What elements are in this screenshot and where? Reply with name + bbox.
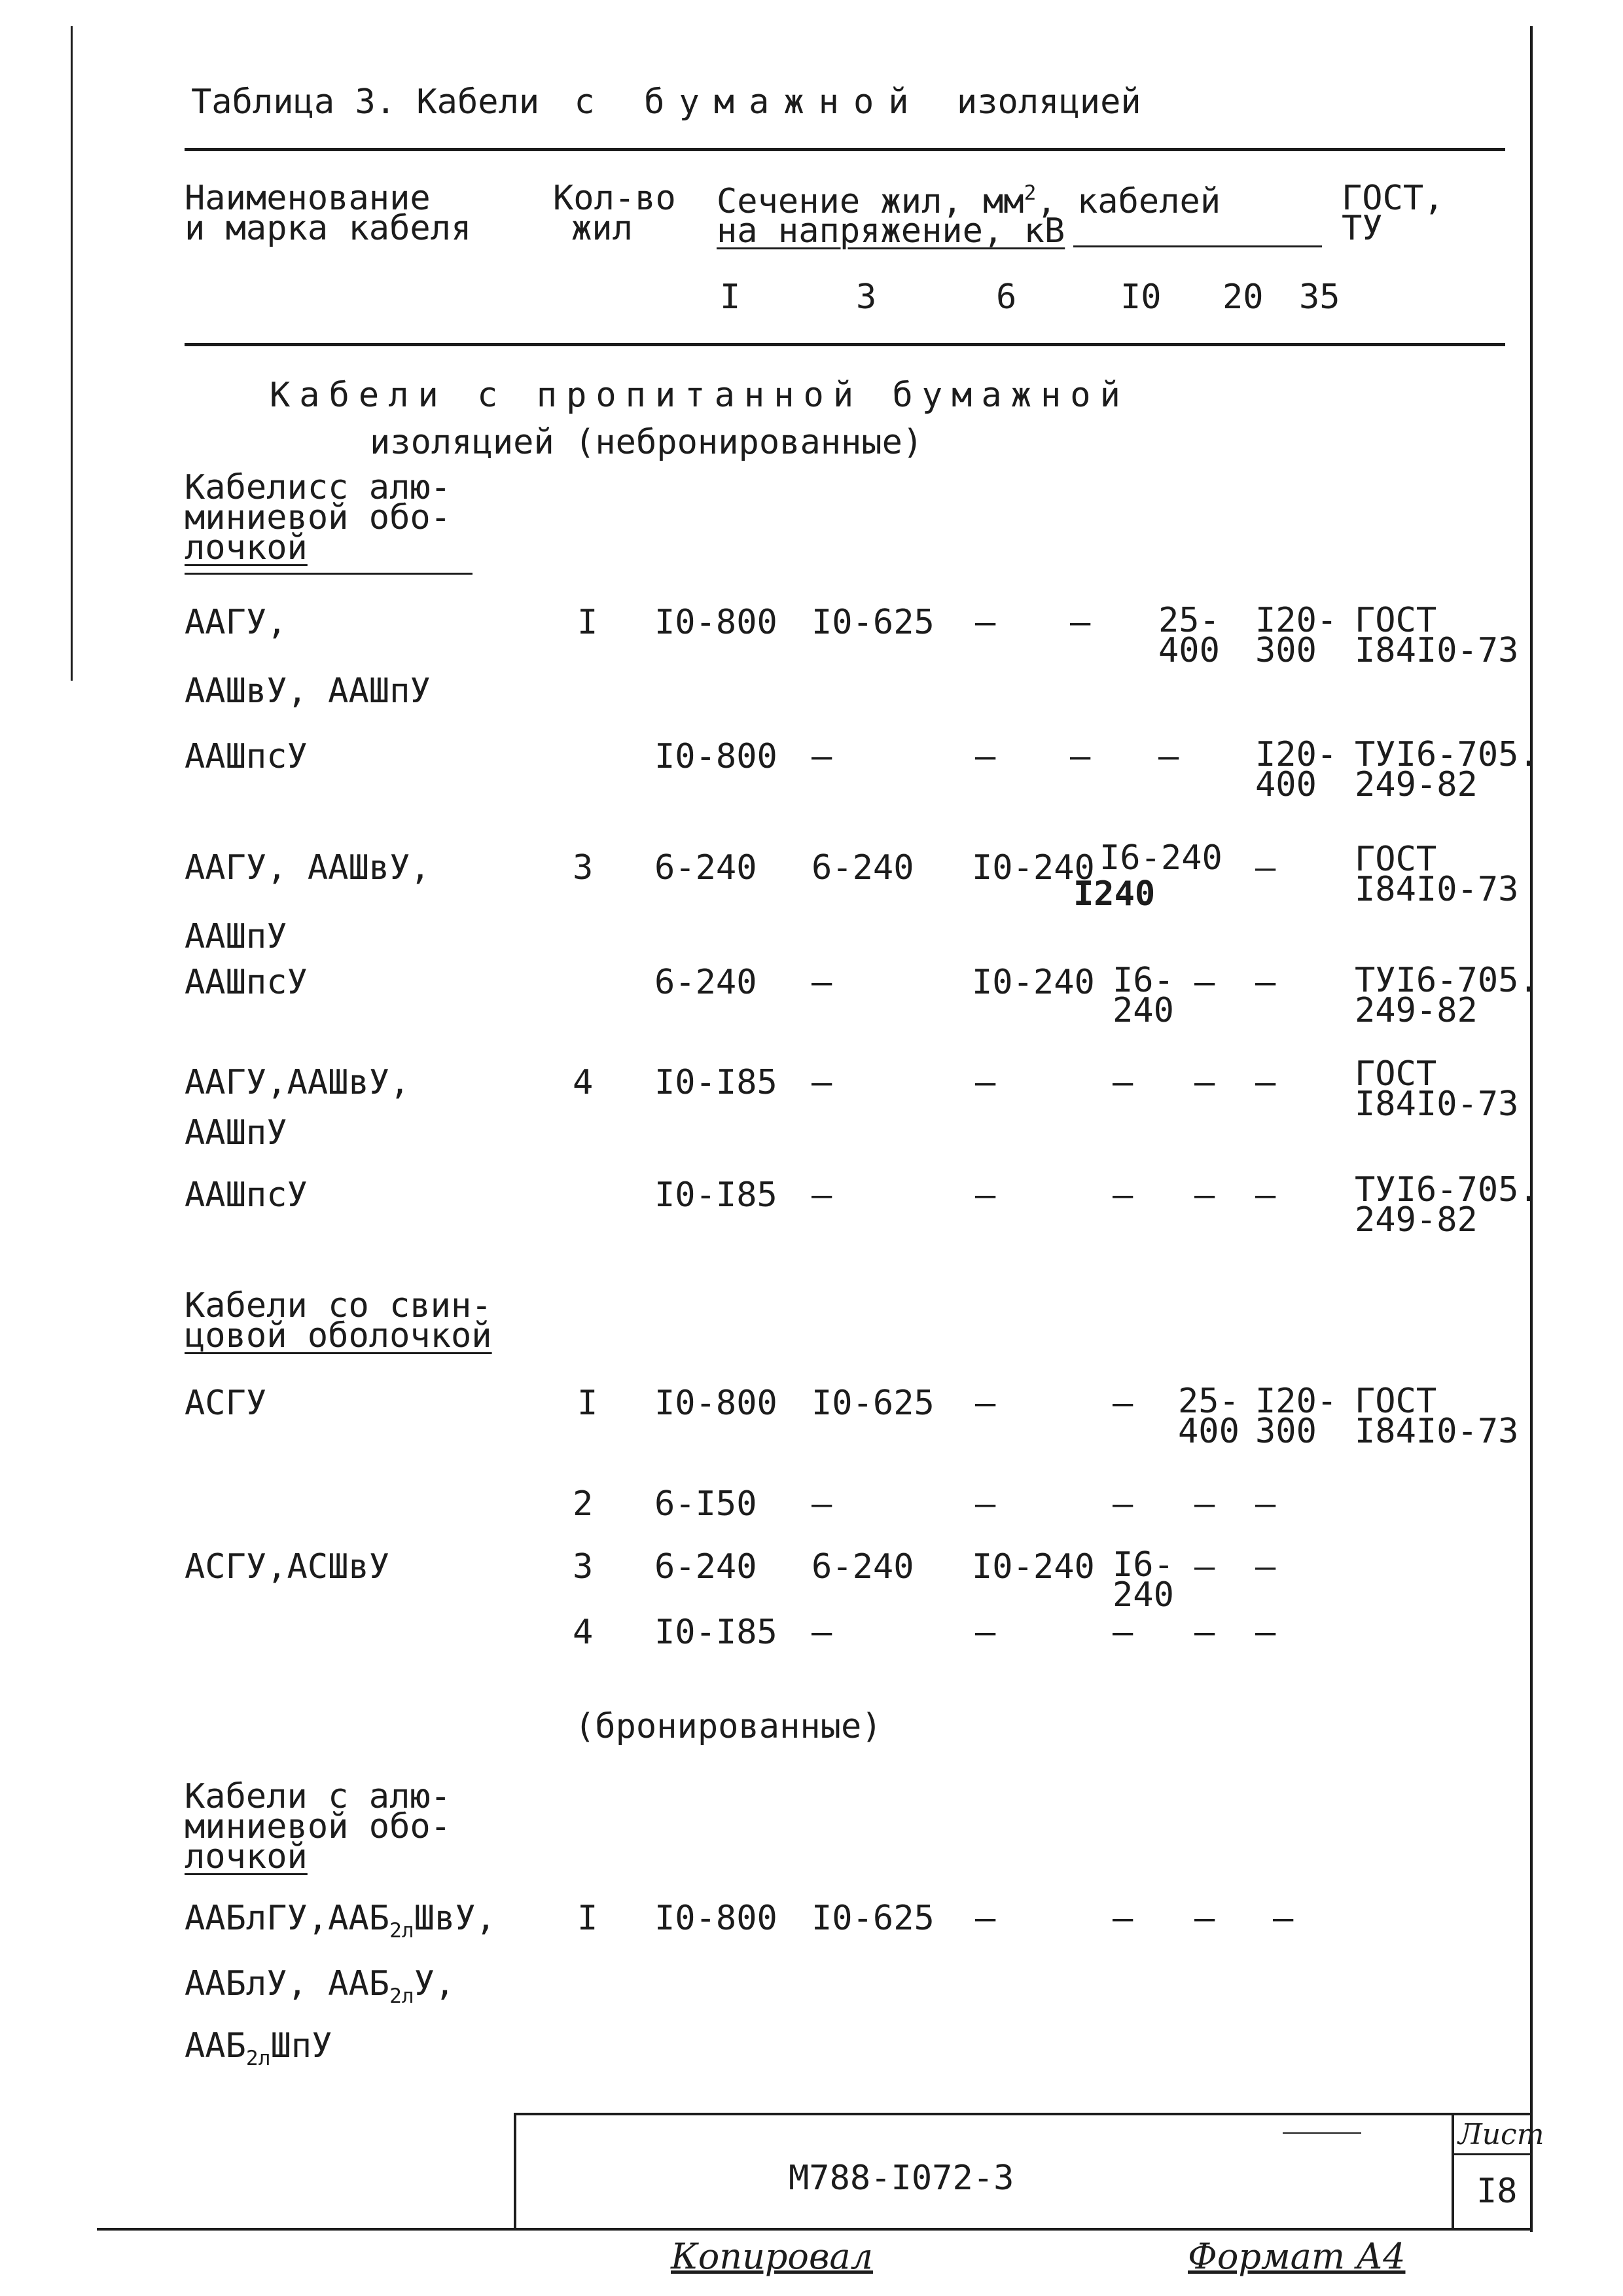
row-aagu4-v10: – [1113, 1063, 1133, 1102]
row-asgu-v35-b: 300 [1255, 1412, 1317, 1451]
title-block [514, 2113, 1530, 2229]
row-aagu3-v6: I0-240 [972, 848, 1095, 888]
row-aagu-v35 [1255, 601, 1338, 670]
row-aashpsu-1-v20: – [1158, 737, 1179, 776]
row-armored-v3: I0-625 [812, 1899, 935, 1938]
row-aashpsu-2-v3: – [812, 963, 832, 1002]
header-cores-line1: Кол-во [553, 179, 676, 218]
row-asgu-v20-b: 400 [1178, 1412, 1240, 1451]
header-name [185, 179, 472, 248]
row-aagu3-cores: 3 [573, 848, 594, 888]
row-asgu3-v20: – [1194, 1547, 1215, 1587]
row-aashpsu-2-gost-1: ТУI6-705. [1355, 961, 1539, 1000]
row-aagu4-gost [1355, 1054, 1519, 1124]
row-aashpsu-2-gost-2: 249-82 [1355, 991, 1478, 1030]
row-aagu-v20-b: 400 [1158, 631, 1220, 670]
group-aluminum-heading [185, 468, 451, 567]
left-margin-line [71, 26, 73, 681]
row-lead4-v35: – [1255, 1613, 1276, 1652]
row-aagu3-v10-a: I6-240 [1099, 838, 1222, 878]
section-impregnated-subtitle: изоляцией (небронированные) [370, 423, 923, 462]
row-aashpsu-2-v10-b: 240 [1113, 991, 1174, 1030]
row-aagu-name-2: ААШвУ, ААШпУ [185, 672, 431, 711]
row-aashpsu-3-v35: – [1255, 1175, 1276, 1215]
row-aagu4-gost-1: ГОСТ [1355, 1054, 1437, 1094]
footer-format: Формат А4 [1188, 2236, 1406, 2277]
row-armored-name-3-b: ШпУ [270, 2026, 332, 2066]
row-aashpsu-3-gost [1355, 1170, 1539, 1240]
title-block-sheet-rule [1452, 2153, 1530, 2155]
group-aluminum-armored-line3: лочкой [185, 1837, 308, 1876]
row-asgu-gost-1: ГОСТ [1355, 1382, 1437, 1421]
row-aagu3-v1: 6-240 [654, 848, 757, 888]
header-cores [553, 179, 676, 248]
group-lead-line1: Кабели со свин- [185, 1286, 492, 1325]
row-aashpsu-2-v10 [1113, 961, 1174, 1030]
row-asgu3-v10 [1113, 1545, 1174, 1615]
row-aagu3-v35: – [1255, 848, 1276, 888]
row-asgu-v20-a: 25- [1178, 1382, 1240, 1421]
row-aagu4-name-1: ААГУ,ААШвУ, [185, 1063, 410, 1102]
stamp-short-rule [1283, 2132, 1361, 2134]
row-lead4-v20: – [1194, 1613, 1215, 1652]
row-asgu3-v35: – [1255, 1547, 1276, 1587]
row-aashpsu-3-gost-2: 249-82 [1355, 1200, 1478, 1240]
row-lead2-v1: 6-I50 [654, 1484, 757, 1524]
row-armored-v10: – [1113, 1899, 1133, 1938]
header-top-rule [185, 148, 1505, 151]
row-aagu3-gost-1: ГОСТ [1355, 840, 1437, 879]
row-armored-name-1-sub: 2л [389, 1919, 414, 1943]
header-gost-line1: ГОСТ, [1342, 179, 1444, 218]
sheet-number: I8 [1476, 2172, 1518, 2211]
row-armored-name-1-a: ААБлГУ,ААБ [185, 1899, 390, 1938]
row-asgu-gost-2: I84I0-73 [1355, 1412, 1519, 1451]
row-aashpsu-2-v35: – [1255, 963, 1276, 1002]
row-aashpsu-2-gost [1355, 961, 1539, 1030]
header-section-line2: на напряжение, кВ [717, 211, 1065, 251]
row-lead4-v10: – [1113, 1613, 1133, 1652]
row-aashpsu-1-v1: I0-800 [654, 737, 777, 776]
group-aluminum-armored-line1: Кабели с алю- [185, 1777, 451, 1816]
group-lead-line2: цовой оболочкой [185, 1316, 492, 1355]
row-aagu-gost-1: ГОСТ [1355, 601, 1437, 640]
row-armored-name-2-a: ААБлУ, ААБ [185, 1964, 390, 2003]
group-aluminum-underline [185, 573, 473, 575]
title-spaced: с бумажной [574, 82, 923, 122]
row-asgu-v6: – [975, 1384, 996, 1423]
header-voltage-35: 35 [1299, 278, 1340, 317]
row-lead4-v3: – [812, 1613, 832, 1652]
page-bottom-rule [97, 2228, 1530, 2231]
row-aagu-name-1: ААГУ, [185, 603, 287, 642]
row-aashpsu-1-v35-b: 400 [1255, 765, 1317, 804]
row-aashpsu-1-v35 [1255, 735, 1338, 804]
row-asgu-v35 [1255, 1382, 1338, 1451]
row-asgu3-v10-b: 240 [1113, 1575, 1174, 1615]
row-armored-v35: – [1273, 1899, 1294, 1938]
section-impregnated-title: Кабели с пропитанной бумажной [270, 376, 1130, 415]
row-asgu3-cores: 3 [573, 1547, 594, 1587]
row-asgu-v10: – [1113, 1384, 1133, 1423]
table-title [191, 82, 1141, 122]
row-aashpsu-3-v6: – [975, 1175, 996, 1215]
row-aashpsu-2-v20: – [1194, 963, 1215, 1002]
row-aagu-v6: – [975, 603, 996, 642]
right-border-line [1530, 26, 1533, 2232]
row-aashpsu-3-v3: – [812, 1175, 832, 1215]
row-asgu3-name: АСГУ,АСШвУ [185, 1547, 390, 1587]
header-voltage-10: I0 [1120, 278, 1162, 317]
row-aashpsu-3-gost-1: ТУI6-705. [1355, 1170, 1539, 1210]
row-asgu-v1: I0-800 [654, 1384, 777, 1423]
title-suffix: изоляцией [956, 82, 1141, 122]
row-aagu3-gost [1355, 840, 1519, 909]
row-asgu3-v1: 6-240 [654, 1547, 757, 1587]
row-lead4-v1: I0-I85 [654, 1613, 777, 1652]
group-aluminum-line3: лочкой [185, 528, 308, 567]
group-aluminum-line1: Кабелисс алю- [185, 468, 451, 507]
row-aagu-v20 [1158, 601, 1220, 670]
row-aashpsu-1-name: ААШпсУ [185, 737, 308, 776]
header-voltage-6: 6 [996, 278, 1017, 317]
header-bottom-rule [185, 343, 1505, 346]
row-aagu-v35-a: I20- [1255, 601, 1338, 640]
row-aashpsu-1-v3: – [812, 737, 832, 776]
row-aagu4-name-2: ААШпУ [185, 1113, 287, 1153]
row-aashpsu-1-gost [1355, 735, 1539, 804]
row-aagu4-v6: – [975, 1063, 996, 1102]
row-asgu-cores: I [577, 1384, 598, 1423]
row-aashpsu-2-v6: I0-240 [972, 963, 1095, 1002]
row-asgu3-v10-a: I6- [1113, 1545, 1174, 1585]
row-aagu-v10: – [1070, 603, 1091, 642]
row-armored-name-2 [185, 1964, 455, 2008]
row-aashpsu-1-gost-1: ТУI6-705. [1355, 735, 1539, 774]
section-armored-title: (бронированные) [575, 1707, 882, 1746]
row-aagu3-name-1: ААГУ, ААШвУ, [185, 848, 431, 888]
row-asgu3-v6: I0-240 [972, 1547, 1095, 1587]
header-voltage-rule [1073, 245, 1322, 247]
group-aluminum-line2: миниевой обо- [185, 498, 451, 537]
row-aashpsu-1-v6: – [975, 737, 996, 776]
header-voltage-3: 3 [856, 278, 877, 317]
row-asgu-v20 [1178, 1382, 1240, 1451]
group-lead-heading [185, 1286, 492, 1355]
row-aagu3-v10-b: I240 [1073, 874, 1156, 914]
row-aagu3-gost-2: I84I0-73 [1355, 870, 1519, 909]
row-armored-name-1-b: ШвУ, [414, 1899, 496, 1938]
row-lead4-v6: – [975, 1613, 996, 1652]
row-aashpsu-1-gost-2: 249-82 [1355, 765, 1478, 804]
row-aagu4-v1: I0-I85 [654, 1063, 777, 1102]
row-asgu-gost [1355, 1382, 1519, 1451]
header-cores-line2: жил [571, 209, 633, 248]
row-lead2-v6: – [975, 1484, 996, 1524]
title-block-divider [1452, 2113, 1454, 2229]
row-aagu-v3: I0-625 [812, 603, 935, 642]
row-lead2-v3: – [812, 1484, 832, 1524]
header-gost-line2: ТУ [1342, 209, 1383, 248]
header-section-sup: 2 [1024, 181, 1037, 205]
row-lead4-cores: 4 [573, 1613, 594, 1652]
row-aashpsu-2-v10-a: I6- [1113, 961, 1174, 1000]
header-gost [1342, 179, 1444, 248]
row-armored-name-2-b: У, [414, 1964, 455, 2003]
row-aagu4-cores: 4 [573, 1063, 594, 1102]
row-aagu4-gost-2: I84I0-73 [1355, 1085, 1519, 1124]
header-voltage-20: 20 [1222, 278, 1264, 317]
row-aagu4-v3: – [812, 1063, 832, 1102]
document-code: М788-I072-3 [789, 2159, 1014, 2198]
row-asgu-name: АСГУ [185, 1384, 267, 1423]
group-aluminum-armored-heading [185, 1777, 451, 1876]
row-aashpsu-2-v1: 6-240 [654, 963, 757, 1002]
row-aashpsu-1-v35-a: I20- [1255, 735, 1338, 774]
header-section-text-b: , кабелей [1036, 182, 1221, 221]
row-asgu-v3: I0-625 [812, 1384, 935, 1423]
row-aagu-gost-2: I84I0-73 [1355, 631, 1519, 670]
row-aashpsu-1-v10: – [1070, 737, 1091, 776]
row-armored-name-3-a: ААБ [185, 2026, 246, 2066]
row-asgu-v35-a: I20- [1255, 1382, 1338, 1421]
row-lead2-v10: – [1113, 1484, 1133, 1524]
row-asgu3-v3: 6-240 [812, 1547, 914, 1587]
title-prefix: Таблица 3. Кабели [191, 82, 540, 122]
row-lead2-v35: – [1255, 1484, 1276, 1524]
row-armored-v20: – [1194, 1899, 1215, 1938]
footer-copied: Копировал [671, 2236, 873, 2277]
row-armored-cores: I [577, 1899, 598, 1938]
row-aagu-cores: I [577, 603, 598, 642]
row-aashpsu-3-v1: I0-I85 [654, 1175, 777, 1215]
row-armored-name-3 [185, 2026, 332, 2070]
row-armored-name-1 [185, 1901, 496, 1941]
row-aashpsu-3-name: ААШпсУ [185, 1175, 308, 1215]
row-lead2-cores: 2 [573, 1484, 594, 1524]
row-aashpsu-3-v20: – [1194, 1175, 1215, 1215]
row-aagu4-v20: – [1194, 1063, 1215, 1102]
row-aagu-v35-b: 300 [1255, 631, 1317, 670]
row-aagu4-v35: – [1255, 1063, 1276, 1102]
row-armored-v6: – [975, 1899, 996, 1938]
row-aashpsu-2-name: ААШпсУ [185, 963, 308, 1002]
sheet-label: Лист [1458, 2118, 1544, 2151]
header-voltage-1: I [720, 278, 741, 317]
row-armored-v1: I0-800 [654, 1899, 777, 1938]
row-aagu-v1: I0-800 [654, 603, 777, 642]
row-armored-name-2-sub: 2л [389, 1984, 414, 2008]
row-aagu-v20-a: 25- [1158, 601, 1220, 640]
row-aagu-gost [1355, 601, 1519, 670]
header-section-text: Сечение жил, мм [717, 182, 1024, 221]
row-armored-name-3-sub: 2л [245, 2047, 271, 2070]
header-name-line2: и марка кабеля [185, 209, 472, 248]
row-aagu3-name-2: ААШпУ [185, 917, 287, 956]
group-aluminum-armored-line2: миниевой обо- [185, 1807, 451, 1846]
row-lead2-v20: – [1194, 1484, 1215, 1524]
row-aagu3-v3: 6-240 [812, 848, 914, 888]
row-aashpsu-3-v10: – [1113, 1175, 1133, 1215]
header-name-line1: Наименование [185, 179, 431, 218]
